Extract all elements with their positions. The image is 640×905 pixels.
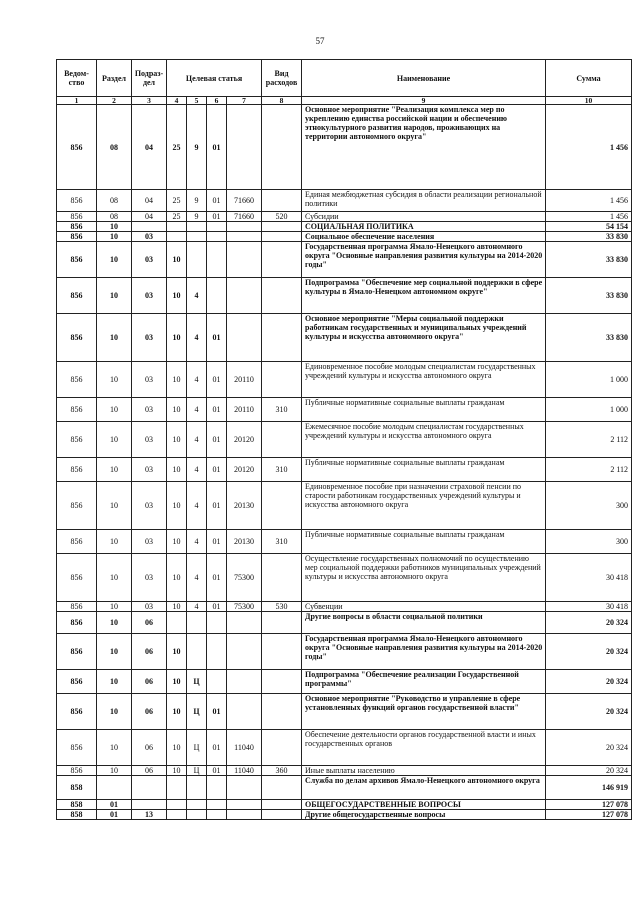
cell-vid-rashodov (262, 730, 302, 766)
cell-subprogram (187, 810, 207, 820)
cell-event (207, 670, 227, 694)
cell-subprogram: 4 (187, 458, 207, 482)
cell-subprogram: 4 (187, 278, 207, 314)
table-row (57, 530, 632, 554)
cell-direction: 75300 (227, 602, 262, 612)
cell-subprogram (187, 776, 207, 800)
cell-summa: 33 830 (546, 232, 632, 242)
cell-program: 10 (167, 242, 187, 278)
cell-vedomstvo: 856 (57, 232, 97, 242)
cell-vedomstvo: 856 (57, 362, 97, 398)
header-celevaya-statya: Целевая статья (167, 60, 262, 97)
table-body (57, 105, 632, 820)
cell-podrazdel: 03 (132, 362, 167, 398)
cell-program (167, 222, 187, 232)
cell-direction: 20110 (227, 362, 262, 398)
cell-vid-rashodov (262, 362, 302, 398)
cell-podrazdel: 03 (132, 482, 167, 530)
cell-vid-rashodov (262, 800, 302, 810)
cell-vedomstvo: 856 (57, 242, 97, 278)
cell-vid-rashodov (262, 694, 302, 730)
cell-podrazdel: 04 (132, 190, 167, 212)
cell-direction: 11040 (227, 730, 262, 766)
cell-naimenovanie: ОБЩЕГОСУДАРСТВЕННЫЕ ВОПРОСЫ (302, 800, 546, 810)
cell-razdel: 10 (97, 398, 132, 422)
table-row (57, 232, 632, 242)
cell-program: 25 (167, 212, 187, 222)
table-row (57, 602, 632, 612)
cell-razdel: 08 (97, 212, 132, 222)
cell-direction: 11040 (227, 766, 262, 776)
cell-razdel: 10 (97, 530, 132, 554)
table-row (57, 362, 632, 398)
table-row (57, 482, 632, 530)
cell-program (167, 776, 187, 800)
cell-vedomstvo: 856 (57, 422, 97, 458)
cell-vedomstvo: 856 (57, 222, 97, 232)
cell-direction (227, 670, 262, 694)
cell-razdel: 10 (97, 232, 132, 242)
page-number: 57 (315, 36, 325, 46)
cell-subprogram (187, 800, 207, 810)
cell-vedomstvo: 856 (57, 190, 97, 212)
cell-direction (227, 694, 262, 730)
table-row (57, 612, 632, 634)
cell-summa: 20 324 (546, 670, 632, 694)
header-summa: Сумма (546, 60, 632, 97)
cell-naimenovanie: Основное мероприятие "Меры социальной поддержки работникам государственных и муниципальных учреждений культуры и искусства автономного округа" (302, 314, 546, 362)
cell-event: 01 (207, 730, 227, 766)
cell-program: 10 (167, 766, 187, 776)
cell-razdel: 10 (97, 278, 132, 314)
cell-summa: 30 418 (546, 554, 632, 602)
column-number-cell: 6 (207, 97, 227, 105)
cell-razdel: 10 (97, 612, 132, 634)
column-number-cell: 5 (187, 97, 207, 105)
cell-program: 10 (167, 422, 187, 458)
cell-program (167, 232, 187, 242)
cell-podrazdel: 03 (132, 398, 167, 422)
cell-razdel: 10 (97, 482, 132, 530)
cell-event (207, 232, 227, 242)
cell-program (167, 800, 187, 810)
cell-naimenovanie: Подпрограмма "Обеспечение мер социальной поддержки в сфере культуры в Ямало-Ненецком автономном округе" (302, 278, 546, 314)
cell-podrazdel (132, 800, 167, 810)
cell-naimenovanie: Осуществление государственных полномочий по осуществлению мер социальной поддержки работников муниципальных учреждений культуры и искусства автономного округа (302, 554, 546, 602)
cell-naimenovanie: Публичные нормативные социальные выплаты гражданам (302, 458, 546, 482)
cell-subprogram: Ц (187, 766, 207, 776)
cell-program: 10 (167, 730, 187, 766)
header-razdel: Раздел (97, 60, 132, 97)
cell-subprogram: 4 (187, 554, 207, 602)
cell-subprogram: 9 (187, 212, 207, 222)
cell-naimenovanie: Другие вопросы в области социальной политики (302, 612, 546, 634)
cell-direction: 71660 (227, 190, 262, 212)
cell-vid-rashodov: 360 (262, 766, 302, 776)
cell-subprogram: 4 (187, 362, 207, 398)
cell-subprogram (187, 634, 207, 670)
table-row (57, 212, 632, 222)
column-number-cell: 9 (302, 97, 546, 105)
table-row (57, 314, 632, 362)
cell-subprogram: 4 (187, 422, 207, 458)
cell-vid-rashodov: 310 (262, 458, 302, 482)
cell-naimenovanie: Основное мероприятие "Руководство и управление в сфере установленных функций органов государственной власти" (302, 694, 546, 730)
cell-summa: 1 000 (546, 398, 632, 422)
cell-program (167, 612, 187, 634)
cell-program (167, 810, 187, 820)
cell-naimenovanie: Иные выплаты населению (302, 766, 546, 776)
cell-event: 01 (207, 212, 227, 222)
cell-direction (227, 242, 262, 278)
cell-event: 01 (207, 694, 227, 730)
column-number-cell: 4 (167, 97, 187, 105)
cell-podrazdel: 03 (132, 314, 167, 362)
table-row (57, 810, 632, 820)
cell-vid-rashodov (262, 554, 302, 602)
cell-podrazdel: 03 (132, 242, 167, 278)
cell-podrazdel: 06 (132, 730, 167, 766)
cell-naimenovanie: Государственная программа Ямало-Ненецкого автономного округа "Основные направления развития культуры на 2014-2020 годы" (302, 242, 546, 278)
cell-naimenovanie: Единовременное пособие при назначении страховой пенсии по старости работникам государственных учреждений культуры и искусства автономного округа (302, 482, 546, 530)
cell-summa: 2 112 (546, 458, 632, 482)
cell-naimenovanie: Подпрограмма "Обеспечение реализации Государственной программы" (302, 670, 546, 694)
cell-razdel: 10 (97, 314, 132, 362)
cell-naimenovanie: Основное мероприятие "Реализация комплекса мер по укреплению единства российской нации и обеспечению этнокультурного развития народов, проживающих на территории автономного округа" (302, 105, 546, 190)
cell-vid-rashodov: 310 (262, 398, 302, 422)
cell-summa: 20 324 (546, 766, 632, 776)
column-number-cell: 3 (132, 97, 167, 105)
cell-event: 01 (207, 190, 227, 212)
cell-razdel: 01 (97, 800, 132, 810)
cell-razdel: 01 (97, 810, 132, 820)
cell-razdel: 08 (97, 190, 132, 212)
cell-event (207, 278, 227, 314)
cell-event: 01 (207, 398, 227, 422)
cell-subprogram: 4 (187, 482, 207, 530)
cell-direction (227, 222, 262, 232)
cell-naimenovanie: Публичные нормативные социальные выплаты гражданам (302, 530, 546, 554)
cell-vedomstvo: 856 (57, 612, 97, 634)
cell-program: 10 (167, 670, 187, 694)
cell-vedomstvo: 856 (57, 398, 97, 422)
table-row (57, 242, 632, 278)
cell-program: 10 (167, 314, 187, 362)
cell-vid-rashodov (262, 242, 302, 278)
cell-summa: 33 830 (546, 242, 632, 278)
cell-podrazdel: 03 (132, 530, 167, 554)
cell-program: 25 (167, 105, 187, 190)
cell-subprogram: 4 (187, 314, 207, 362)
cell-podrazdel: 06 (132, 694, 167, 730)
cell-vid-rashodov (262, 482, 302, 530)
cell-naimenovanie: Обеспечение деятельности органов государственной власти и иных государственных органов (302, 730, 546, 766)
cell-event (207, 634, 227, 670)
cell-event (207, 222, 227, 232)
cell-event: 01 (207, 554, 227, 602)
cell-program: 25 (167, 190, 187, 212)
table-row (57, 670, 632, 694)
cell-summa: 1 000 (546, 362, 632, 398)
cell-vedomstvo: 856 (57, 554, 97, 602)
cell-naimenovanie: Ежемесячное пособие молодым специалистам государственных учреждений культуры и искусства автономного округа (302, 422, 546, 458)
header-naimenovanie: Наименование (302, 60, 546, 97)
cell-podrazdel: 04 (132, 212, 167, 222)
cell-direction: 20120 (227, 422, 262, 458)
header-podrazdel: Подраз-дел (132, 60, 167, 97)
cell-vid-rashodov (262, 314, 302, 362)
cell-naimenovanie: Государственная программа Ямало-Ненецкого автономного округа "Основные направления развития культуры на 2014-2020 годы" (302, 634, 546, 670)
cell-podrazdel: 03 (132, 232, 167, 242)
cell-razdel: 10 (97, 362, 132, 398)
cell-direction: 71660 (227, 212, 262, 222)
table-row (57, 422, 632, 458)
cell-program: 10 (167, 530, 187, 554)
cell-podrazdel (132, 776, 167, 800)
cell-vedomstvo: 856 (57, 530, 97, 554)
cell-vid-rashodov: 530 (262, 602, 302, 612)
cell-vedomstvo: 856 (57, 634, 97, 670)
header-vid-rashodov: Вид расходов (262, 60, 302, 97)
column-number-cell: 7 (227, 97, 262, 105)
table-row (57, 694, 632, 730)
cell-vid-rashodov (262, 278, 302, 314)
cell-subprogram: 9 (187, 105, 207, 190)
cell-naimenovanie: СОЦИАЛЬНАЯ ПОЛИТИКА (302, 222, 546, 232)
cell-vedomstvo: 856 (57, 458, 97, 482)
cell-summa: 146 919 (546, 776, 632, 800)
cell-naimenovanie: Единая межбюджетная субсидия в области реализации региональной политики (302, 190, 546, 212)
cell-naimenovanie: Публичные нормативные социальные выплаты гражданам (302, 398, 546, 422)
cell-vid-rashodov (262, 105, 302, 190)
cell-program: 10 (167, 398, 187, 422)
cell-podrazdel: 13 (132, 810, 167, 820)
cell-podrazdel: 03 (132, 422, 167, 458)
cell-vedomstvo: 856 (57, 314, 97, 362)
cell-summa: 20 324 (546, 694, 632, 730)
cell-direction: 75300 (227, 554, 262, 602)
table-row (57, 776, 632, 800)
cell-direction (227, 612, 262, 634)
cell-direction (227, 800, 262, 810)
cell-razdel: 10 (97, 602, 132, 612)
cell-summa: 300 (546, 530, 632, 554)
cell-summa: 127 078 (546, 810, 632, 820)
cell-vid-rashodov (262, 190, 302, 212)
cell-naimenovanie: Субвенции (302, 602, 546, 612)
cell-razdel: 10 (97, 670, 132, 694)
cell-vedomstvo: 856 (57, 766, 97, 776)
cell-event: 01 (207, 458, 227, 482)
table-row (57, 105, 632, 190)
cell-vedomstvo: 856 (57, 482, 97, 530)
table-row (57, 766, 632, 776)
cell-event: 01 (207, 362, 227, 398)
cell-subprogram: Ц (187, 670, 207, 694)
cell-direction (227, 314, 262, 362)
cell-vid-rashodov: 310 (262, 530, 302, 554)
cell-direction (227, 634, 262, 670)
cell-razdel: 10 (97, 634, 132, 670)
cell-razdel: 10 (97, 554, 132, 602)
cell-vedomstvo: 856 (57, 602, 97, 612)
cell-subprogram: Ц (187, 694, 207, 730)
cell-event (207, 776, 227, 800)
cell-razdel: 10 (97, 222, 132, 232)
column-number-cell: 1 (57, 97, 97, 105)
cell-podrazdel: 06 (132, 634, 167, 670)
cell-direction (227, 776, 262, 800)
cell-vid-rashodov (262, 634, 302, 670)
cell-naimenovanie: Служба по делам архивов Ямало-Ненецкого автономного округа (302, 776, 546, 800)
cell-razdel: 10 (97, 242, 132, 278)
cell-vedomstvo: 856 (57, 694, 97, 730)
cell-summa: 2 112 (546, 422, 632, 458)
table-row (57, 190, 632, 212)
cell-event (207, 810, 227, 820)
cell-podrazdel: 06 (132, 766, 167, 776)
column-numbers-row (57, 97, 632, 105)
cell-vid-rashodov (262, 422, 302, 458)
cell-direction (227, 810, 262, 820)
cell-event (207, 612, 227, 634)
cell-summa: 127 078 (546, 800, 632, 810)
cell-program: 10 (167, 482, 187, 530)
cell-vedomstvo: 856 (57, 212, 97, 222)
cell-direction (227, 232, 262, 242)
cell-direction (227, 105, 262, 190)
cell-vid-rashodov (262, 776, 302, 800)
cell-subprogram: 4 (187, 398, 207, 422)
cell-vedomstvo: 858 (57, 776, 97, 800)
cell-summa: 20 324 (546, 612, 632, 634)
cell-direction (227, 278, 262, 314)
cell-razdel: 08 (97, 105, 132, 190)
cell-vedomstvo: 858 (57, 800, 97, 810)
cell-summa: 33 830 (546, 314, 632, 362)
cell-subprogram (187, 232, 207, 242)
cell-vid-rashodov: 520 (262, 212, 302, 222)
cell-subprogram: 4 (187, 530, 207, 554)
table-row (57, 222, 632, 232)
cell-razdel: 10 (97, 694, 132, 730)
cell-event (207, 242, 227, 278)
cell-summa: 1 456 (546, 190, 632, 212)
cell-razdel: 10 (97, 422, 132, 458)
cell-summa: 1 456 (546, 105, 632, 190)
cell-summa: 33 830 (546, 278, 632, 314)
cell-vedomstvo: 856 (57, 670, 97, 694)
cell-event: 01 (207, 530, 227, 554)
cell-vedomstvo: 856 (57, 278, 97, 314)
cell-program: 10 (167, 634, 187, 670)
table-row (57, 634, 632, 670)
cell-program: 10 (167, 458, 187, 482)
cell-subprogram: Ц (187, 730, 207, 766)
cell-vid-rashodov (262, 670, 302, 694)
cell-subprogram: 9 (187, 190, 207, 212)
cell-naimenovanie: Субсидии (302, 212, 546, 222)
cell-event: 01 (207, 482, 227, 530)
table-row (57, 398, 632, 422)
cell-direction: 20130 (227, 482, 262, 530)
cell-event: 01 (207, 422, 227, 458)
cell-razdel: 10 (97, 730, 132, 766)
cell-summa: 300 (546, 482, 632, 530)
table-row (57, 458, 632, 482)
cell-event: 01 (207, 766, 227, 776)
cell-vid-rashodov (262, 232, 302, 242)
header-vedomstvo: Ведом-ство (57, 60, 97, 97)
cell-program: 10 (167, 362, 187, 398)
cell-event: 01 (207, 105, 227, 190)
table-row (57, 554, 632, 602)
column-number-cell: 8 (262, 97, 302, 105)
cell-naimenovanie: Социальное обеспечение населения (302, 232, 546, 242)
cell-podrazdel: 03 (132, 554, 167, 602)
cell-program: 10 (167, 278, 187, 314)
cell-direction: 20110 (227, 398, 262, 422)
cell-summa: 30 418 (546, 602, 632, 612)
cell-direction: 20130 (227, 530, 262, 554)
cell-podrazdel: 04 (132, 105, 167, 190)
cell-naimenovanie: Другие общегосударственные вопросы (302, 810, 546, 820)
cell-program: 10 (167, 602, 187, 612)
cell-razdel (97, 776, 132, 800)
cell-vid-rashodov (262, 810, 302, 820)
cell-subprogram (187, 612, 207, 634)
cell-program: 10 (167, 554, 187, 602)
cell-program: 10 (167, 694, 187, 730)
cell-summa: 54 154 (546, 222, 632, 232)
budget-table (56, 59, 632, 820)
cell-vedomstvo: 858 (57, 810, 97, 820)
header-row (57, 60, 632, 97)
cell-razdel: 10 (97, 766, 132, 776)
cell-subprogram: 4 (187, 602, 207, 612)
cell-vid-rashodov (262, 222, 302, 232)
cell-subprogram (187, 222, 207, 232)
cell-subprogram (187, 242, 207, 278)
cell-vid-rashodov (262, 612, 302, 634)
cell-vedomstvo: 856 (57, 105, 97, 190)
cell-vedomstvo: 856 (57, 730, 97, 766)
cell-podrazdel (132, 222, 167, 232)
cell-direction: 20120 (227, 458, 262, 482)
cell-event: 01 (207, 602, 227, 612)
cell-razdel: 10 (97, 458, 132, 482)
column-number-cell: 2 (97, 97, 132, 105)
cell-event (207, 800, 227, 810)
table-row (57, 278, 632, 314)
cell-podrazdel: 06 (132, 670, 167, 694)
table-row (57, 800, 632, 810)
cell-podrazdel: 06 (132, 612, 167, 634)
cell-event: 01 (207, 314, 227, 362)
column-number-cell: 10 (546, 97, 632, 105)
cell-podrazdel: 03 (132, 602, 167, 612)
cell-podrazdel: 03 (132, 458, 167, 482)
cell-summa: 20 324 (546, 634, 632, 670)
cell-summa: 1 456 (546, 212, 632, 222)
table-row (57, 730, 632, 766)
cell-naimenovanie: Единовременное пособие молодым специалистам государственных учреждений культуры и искусства автономного округа (302, 362, 546, 398)
cell-summa: 20 324 (546, 730, 632, 766)
cell-podrazdel: 03 (132, 278, 167, 314)
